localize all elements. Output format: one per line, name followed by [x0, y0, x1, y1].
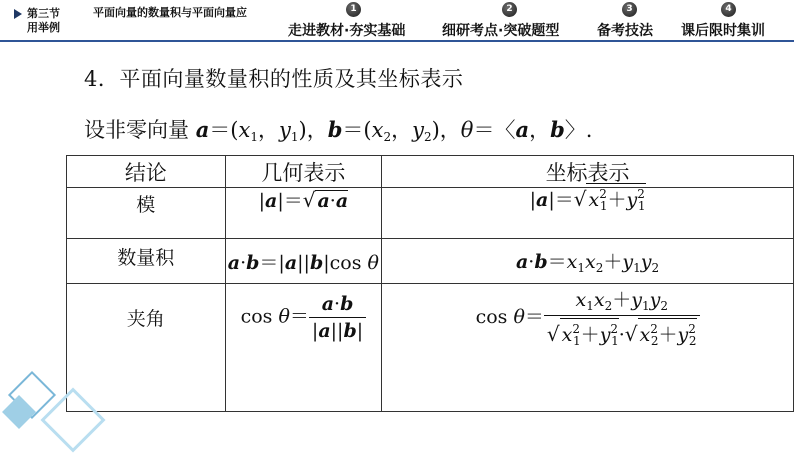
nav-number-badge: 4 [721, 2, 736, 17]
table-row [67, 239, 794, 284]
formula-cell: |a|＝√ a·a [225, 188, 382, 239]
formula-cell: $a\cdot b=x_1x_2+y_1y_2$ [382, 239, 794, 284]
properties-table [66, 155, 794, 412]
nav-number-badge: 2 [502, 2, 517, 17]
formula-cell: cos θ＝ $\frac{a\cdot b}{|a||b|}$ [225, 284, 382, 412]
nav-label: 课后限时集训 [681, 23, 765, 39]
formula-cell: cos θ＝ $\frac{x_1x_2+y_1y_2}{√ x^2_1+y^2_1\cdot√ x^2_2+y^2_2}$ [382, 284, 794, 412]
row-label: 模 [67, 188, 226, 239]
column-header: 几何表示 [225, 156, 382, 188]
column-header: 坐标表示 [382, 156, 794, 188]
content-heading: 4．平面向量数量积的性质及其坐标表示 [84, 67, 464, 91]
play-icon [14, 9, 22, 19]
row-label: 夹角 [67, 284, 226, 412]
table-row [67, 188, 794, 239]
nav-item-exam-points[interactable] [442, 0, 582, 42]
row-label: 数量积 [67, 239, 226, 284]
nav-number-badge: 1 [346, 2, 361, 17]
nav-number-badge: 3 [622, 2, 637, 17]
nav-label: 走进教材·夯实基础 [288, 23, 406, 39]
nav-label: 细研考点·突破题型 [442, 23, 560, 39]
header-divider [0, 40, 794, 42]
premise-line: 设非零向量 $a=(x_1$，$y_1$)，$b=(x_2$，$y_2$)，θ＝〈a，b〉. [84, 117, 593, 144]
nav-item-timed-practice[interactable] [681, 0, 781, 42]
column-header: 结论 [67, 156, 226, 188]
formula-cell: |a|＝√ $x^2_1+y^2_1$ [382, 188, 794, 239]
table-row [67, 284, 794, 412]
section-number: 第三节 [27, 7, 60, 20]
nav-item-exam-skills[interactable] [597, 0, 667, 42]
nav-label: 备考技法 [597, 23, 653, 39]
formula-cell: a·b＝|a||b|cos θ [225, 239, 382, 284]
section-title: 平面向量的数量积与平面向量应用举例 [27, 6, 247, 34]
header-bar [0, 0, 794, 42]
nav-item-foundation[interactable] [288, 0, 428, 42]
table-header-row [67, 156, 794, 188]
